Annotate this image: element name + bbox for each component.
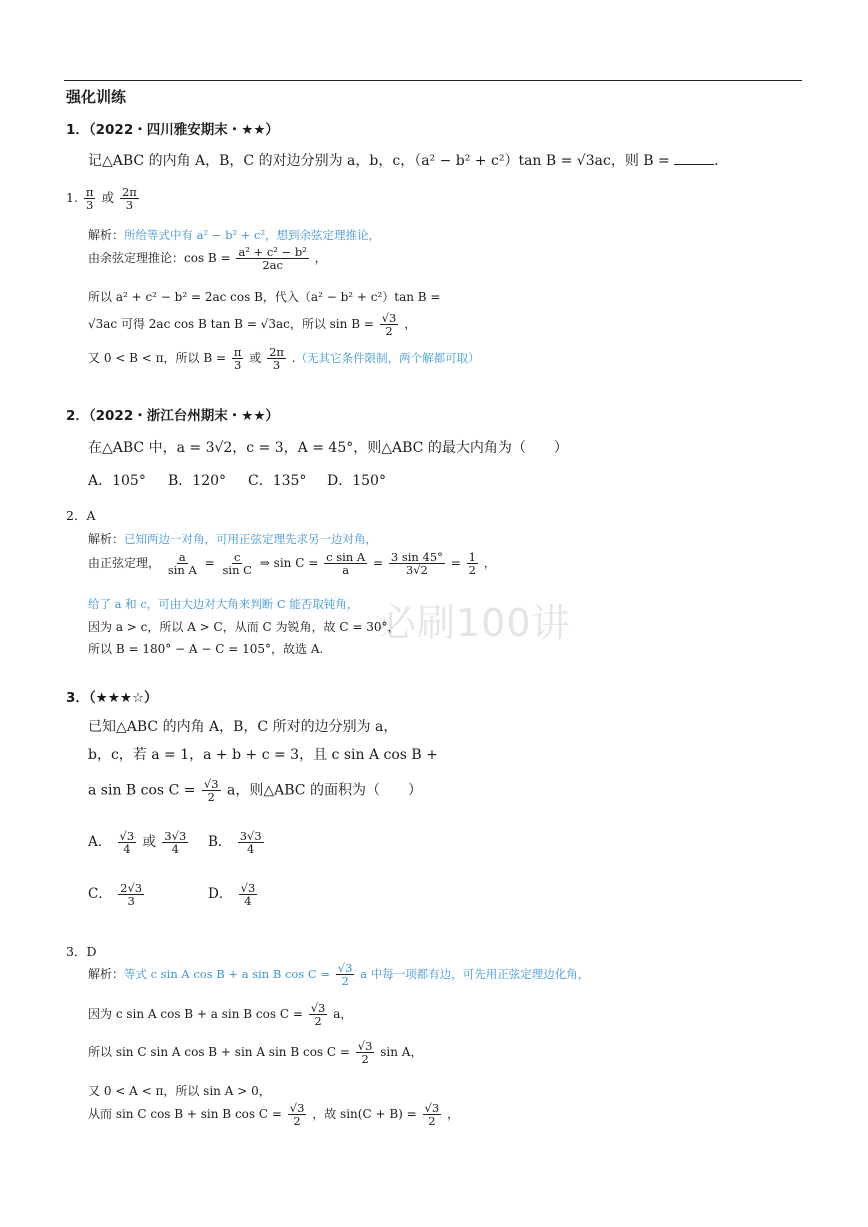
q2-sol2-text: 由正弦定理， [88, 556, 161, 571]
q2-sol2-end: ， [483, 556, 496, 571]
q2-sol2-f3-denominator: a [342, 563, 350, 578]
q1-answer-f2-denominator: 3 [125, 198, 134, 213]
q3-sol5-fraction-2 [423, 1102, 442, 1127]
q3-option-c-label: C． [88, 886, 112, 903]
q1-answer-fraction-1 [84, 186, 96, 211]
q1-sol5-hint: （无其它条件限制，两个解都可取） [295, 351, 480, 366]
q2-sol2-f2-denominator: sin C [222, 563, 252, 578]
q3-sol1-denominator: 2 [341, 974, 349, 989]
q1-sol2-text: 由余弦定理推论：cos B = [88, 251, 231, 266]
q1-sol5-end: . [291, 351, 296, 366]
q3-optA-f1-numerator: √3 [119, 829, 135, 843]
q2-sol2-fraction-3 [324, 551, 367, 576]
q2-sol2-eq2: = [372, 556, 384, 571]
q1-answer-or: 或 [101, 190, 114, 206]
q3-option-a-or: 或 [142, 834, 156, 851]
q3-sol1-fraction [336, 962, 355, 987]
q1-solution-line-3: 所以 a² + c² − b² = 2ac cos B，代入（a² − b² + c²）tan B = [88, 290, 441, 304]
q2-heading: 2．（2022・浙江台州期末・★★） [66, 408, 279, 424]
q1-sol5-f1-numerator: π [233, 345, 242, 359]
q2-option-b: B．120° [168, 473, 227, 489]
q1-solution-line-4 [88, 312, 416, 337]
q3-sol2-denominator: 2 [314, 1014, 322, 1029]
q2-sol2-fraction-4 [389, 551, 445, 576]
q1-answer-f2-numerator: 2π [121, 185, 137, 199]
q3-optB-numerator: 3√3 [239, 829, 262, 843]
q3-optC-denominator: 3 [127, 894, 135, 909]
q2-sol2-arrow: ⇒ sin C = [259, 556, 319, 571]
q2-sol2-eq: = [204, 556, 215, 571]
q3-sol5-mid: ，故 sin(C + B) = [312, 1107, 417, 1122]
q3-sol2-end: a， [333, 1007, 353, 1022]
q2-solution-line-1 [88, 530, 377, 547]
q2-sol2-fraction-2 [221, 551, 254, 576]
q3-stem3-text: a sin B cos C = [88, 782, 196, 799]
q3-solution-line-4: 又 0 < A < π，所以 sin A > 0， [88, 1084, 271, 1098]
q3-sol5-f2-denominator: 2 [428, 1114, 436, 1129]
q2-option-a: A．105° [88, 473, 146, 489]
q3-optD-numerator: √3 [240, 881, 256, 895]
q2-solution-hint-1: 已知两边一对角，可用正弦定理先求另一边对角， [124, 532, 378, 546]
q3-sol3-fraction [356, 1040, 375, 1065]
q2-solution-line-5: 所以 B = 180° − A − C = 105°，故选 A. [88, 642, 324, 656]
q1-answer-fraction-2 [120, 186, 139, 211]
q1-sol4-denominator: 2 [385, 324, 393, 339]
q1-sol5-text: 又 0 < B < π，所以 B = [88, 351, 227, 366]
q1-stem-end: ． [714, 153, 729, 169]
q3-option-b [208, 830, 266, 855]
q2-sol2-f4-denominator: 3√2 [405, 563, 428, 578]
q3-option-a-label: A． [88, 834, 112, 851]
q3-sol5-fraction-1 [288, 1102, 307, 1127]
q3-sol3-text: 所以 sin C sin A cos B + sin A sin B cos C = [88, 1045, 350, 1060]
q3-sol2-text: 因为 c sin A cos B + a sin B cos C = [88, 1007, 303, 1022]
q3-option-b-fraction [238, 830, 264, 855]
q1-sol5-f1-denominator: 3 [233, 358, 242, 373]
q2-sol2-f4-numerator: 3 sin 45° [390, 550, 443, 564]
q3-optB-denominator: 4 [247, 842, 255, 857]
q3-option-d-label: D． [208, 886, 233, 903]
q1-solution-label: 解析： [88, 228, 125, 242]
q3-solution-line-3 [88, 1040, 422, 1065]
q2-sol2-eq3: = [450, 556, 461, 571]
q1-sol4-text: √3ac 可得 2ac cos B tan B = √3ac，所以 sin B = [88, 317, 374, 332]
q3-sol5-f1-numerator: √3 [289, 1101, 305, 1115]
q2-option-d: D．150° [327, 473, 386, 489]
q1-answer-f1-numerator: π [85, 185, 94, 199]
q1-answer [66, 186, 141, 211]
q3-sol2-fraction [309, 1002, 328, 1027]
q1-sol4-fraction [380, 312, 399, 337]
q3-option-d-fraction [239, 882, 258, 907]
q1-sol2-end: ， [314, 251, 327, 266]
q3-sol3-denominator: 2 [361, 1052, 369, 1067]
q3-option-c-fraction [118, 882, 144, 907]
q3-sol3-numerator: √3 [357, 1039, 373, 1053]
q2-solution-hint-2: 给了 a 和 c，可由大边对大角来判断 C 能否取钝角， [88, 597, 359, 611]
q2-solution-label: 解析： [88, 532, 125, 546]
q3-sol5-f1-denominator: 2 [293, 1114, 301, 1129]
q1-answer-blank [674, 152, 714, 165]
q2-sol2-f5-numerator: 1 [468, 550, 476, 564]
q1-sol5-f2-numerator: 2π [269, 345, 284, 359]
q1-sol5-fraction-1 [232, 346, 244, 371]
q3-sol3-end: sin A， [380, 1045, 423, 1060]
q3-stem3-end: a，则△ABC 的面积为（ ） [227, 782, 422, 799]
section-title: 强化训练 [66, 88, 127, 106]
q2-sol2-fraction-1 [166, 551, 199, 576]
header-rule [64, 80, 802, 81]
q2-solution-line-3 [88, 596, 358, 612]
q1-sol5-or: 或 [249, 351, 262, 366]
q1-sol2-fraction [236, 246, 308, 271]
q1-answer-f1-denominator: 3 [86, 198, 94, 213]
q1-sol2-numerator: a² + c² − b² [238, 245, 307, 259]
q1-sol5-f2-denominator: 3 [272, 358, 281, 373]
q1-sol2-denominator: 2ac [262, 258, 283, 273]
q3-solution-line-1 [88, 962, 589, 987]
q3-sol2-numerator: √3 [310, 1001, 326, 1015]
q2-sol2-f2-numerator: c [234, 550, 241, 564]
q2-solution-line-4: 因为 a > c，所以 A > C，从而 C 为锐角，故 C = 30°， [88, 620, 400, 634]
q3-stem-line-3 [88, 778, 422, 803]
q1-solution-hint-1: 所给等式中有 a² − b² + c²，想到余弦定理推论， [124, 228, 381, 242]
q3-optD-denominator: 4 [244, 894, 252, 909]
q3-solution-line-5 [88, 1102, 459, 1127]
q2-stem: 在△ABC 中，a = 3√2，c = 3，A = 45°，则△ABC 的最大内角为（ ） [88, 440, 568, 456]
q3-stem3-numerator: √3 [203, 777, 219, 791]
q3-stem3-fraction [202, 778, 221, 803]
q3-heading: 3．（★★★☆） [66, 690, 158, 706]
q3-option-a [88, 830, 190, 855]
q2-solution-line-2 [88, 551, 496, 576]
q1-solution-line-2 [88, 246, 327, 271]
q3-option-d [208, 882, 259, 907]
q2-option-c: C．135° [248, 473, 307, 489]
q3-solution-hint-a: 等式 c sin A cos B + a sin B cos C = [124, 967, 330, 982]
q3-option-c [88, 882, 146, 907]
q2-answer: 2．A [66, 508, 96, 523]
q3-sol5-end: ， [447, 1107, 460, 1122]
q3-option-b-label: B． [208, 834, 232, 851]
q3-optC-numerator: 2√3 [120, 881, 143, 895]
q3-solution-line-2 [88, 1002, 352, 1027]
q2-sol2-f5-denominator: 2 [468, 563, 476, 578]
q3-stem-line-2: b，c，若 a = 1，a + b + c = 3，且 c sin A cos B + [88, 747, 438, 763]
q2-sol2-fraction-5 [467, 551, 478, 576]
q3-answer: 3．D [66, 944, 97, 959]
q1-stem-text: 记△ABC 的内角 A，B，C 的对边分别为 a，b，c，（a² − b² + c²）tan B = √3ac，则 B = [88, 153, 670, 169]
q3-option-a-fraction-1 [118, 830, 137, 855]
q1-sol4-end: ， [404, 317, 417, 332]
q3-sol1-numerator: √3 [337, 961, 353, 975]
q3-option-a-fraction-2 [162, 830, 188, 855]
q3-solution-label: 解析： [88, 967, 125, 982]
q1-heading: 1．（2022・四川雅安期末・★★） [66, 122, 279, 138]
q3-sol5-f2-numerator: √3 [424, 1101, 440, 1115]
q3-stem-line-1: 已知△ABC 的内角 A，B，C 所对的边分别为 a， [88, 719, 398, 735]
q3-stem3-denominator: 2 [207, 790, 215, 805]
q1-solution-line-1 [88, 226, 380, 243]
q2-sol2-f1-numerator: a [178, 550, 186, 564]
q1-stem [88, 150, 728, 170]
q1-solution-line-5 [88, 346, 480, 371]
q2-sol2-f1-denominator: sin A [167, 563, 197, 578]
q3-solution-hint-b: a 中每一项都有边，可先用正弦定理边化角， [360, 967, 590, 982]
q1-sol4-numerator: √3 [381, 311, 397, 325]
watermark-text: 必刷100讲 [378, 601, 571, 645]
q1-sol5-fraction-2 [267, 346, 286, 371]
q2-sol2-f3-numerator: c sin A [326, 550, 366, 564]
q1-answer-number: 1. [66, 190, 78, 206]
q3-sol5-text: 从而 sin C cos B + sin B cos C = [88, 1107, 282, 1122]
q3-optA-f2-numerator: 3√3 [164, 829, 187, 843]
q3-optA-f2-denominator: 4 [171, 842, 179, 857]
q3-optA-f1-denominator: 4 [123, 842, 131, 857]
